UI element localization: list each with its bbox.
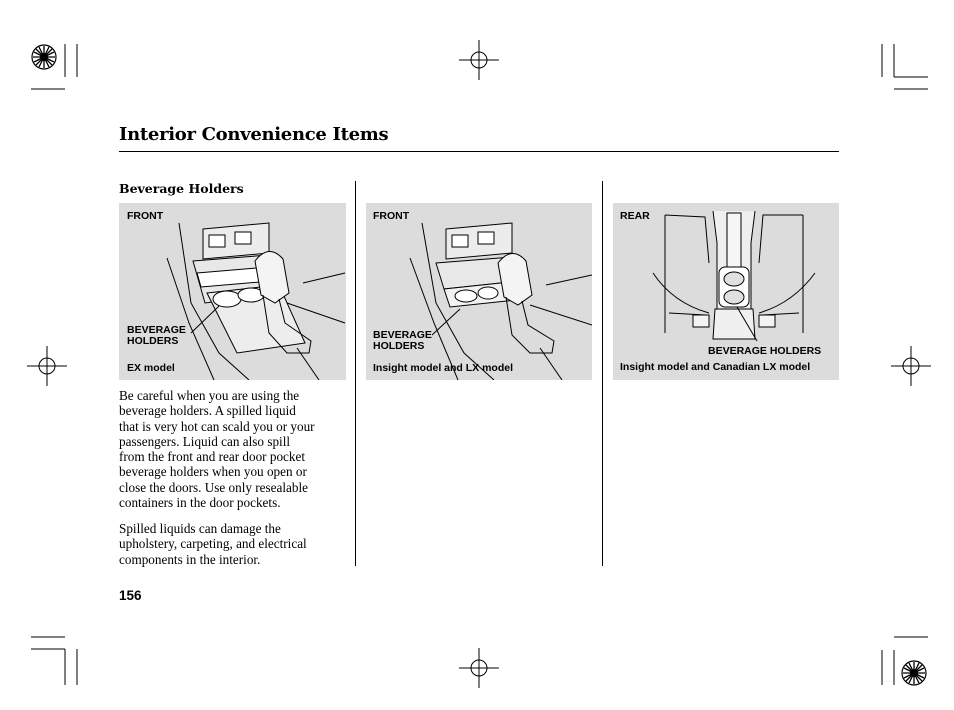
figure-direction-label: FRONT xyxy=(127,210,164,222)
section-subtitle: Beverage Holders xyxy=(119,181,244,196)
figure-caption: Insight model and Canadian LX model xyxy=(620,361,811,373)
beverage-holders-callout: BEVERAGE HOLDERS xyxy=(373,329,432,352)
figure-caption: EX model xyxy=(127,362,175,374)
center-console-illustration xyxy=(366,203,592,380)
warning-paragraph: Be careful when you are using the beverage holders. A spilled liquid that is very hot can scald you or your passengers. Liquid can also spill from the front and rear door pocket beverage holders when you open or close the doors. Use only resealable containers in the door pockets. xyxy=(119,388,315,511)
title-rule xyxy=(119,151,839,152)
figure-direction-label: FRONT xyxy=(373,210,410,222)
starburst-mark-top-left xyxy=(30,43,58,71)
page-title: Interior Convenience Items xyxy=(119,124,389,145)
column-divider-1 xyxy=(355,181,356,566)
center-console-illustration xyxy=(119,203,346,380)
registration-mark-top xyxy=(459,40,499,80)
figure-insight-canadian-lx-model xyxy=(613,203,839,380)
figure-insight-lx-model xyxy=(366,203,592,380)
starburst-mark-bottom-right xyxy=(900,659,928,687)
registration-mark-bottom xyxy=(459,648,499,688)
damage-paragraph: Spilled liquids can damage the upholstery, carpeting, and electrical components in the interior. xyxy=(119,521,307,567)
page-number: 156 xyxy=(119,588,142,603)
column-divider-2 xyxy=(602,181,603,566)
beverage-holders-callout: BEVERAGE HOLDERS xyxy=(708,345,822,357)
figure-direction-label: REAR xyxy=(620,210,650,222)
beverage-holders-callout: BEVERAGE HOLDERS xyxy=(127,324,186,347)
registration-mark-right xyxy=(891,346,931,386)
figure-caption: Insight model and LX model xyxy=(373,362,514,374)
registration-mark-left xyxy=(27,346,67,386)
figure-ex-model xyxy=(119,203,346,380)
